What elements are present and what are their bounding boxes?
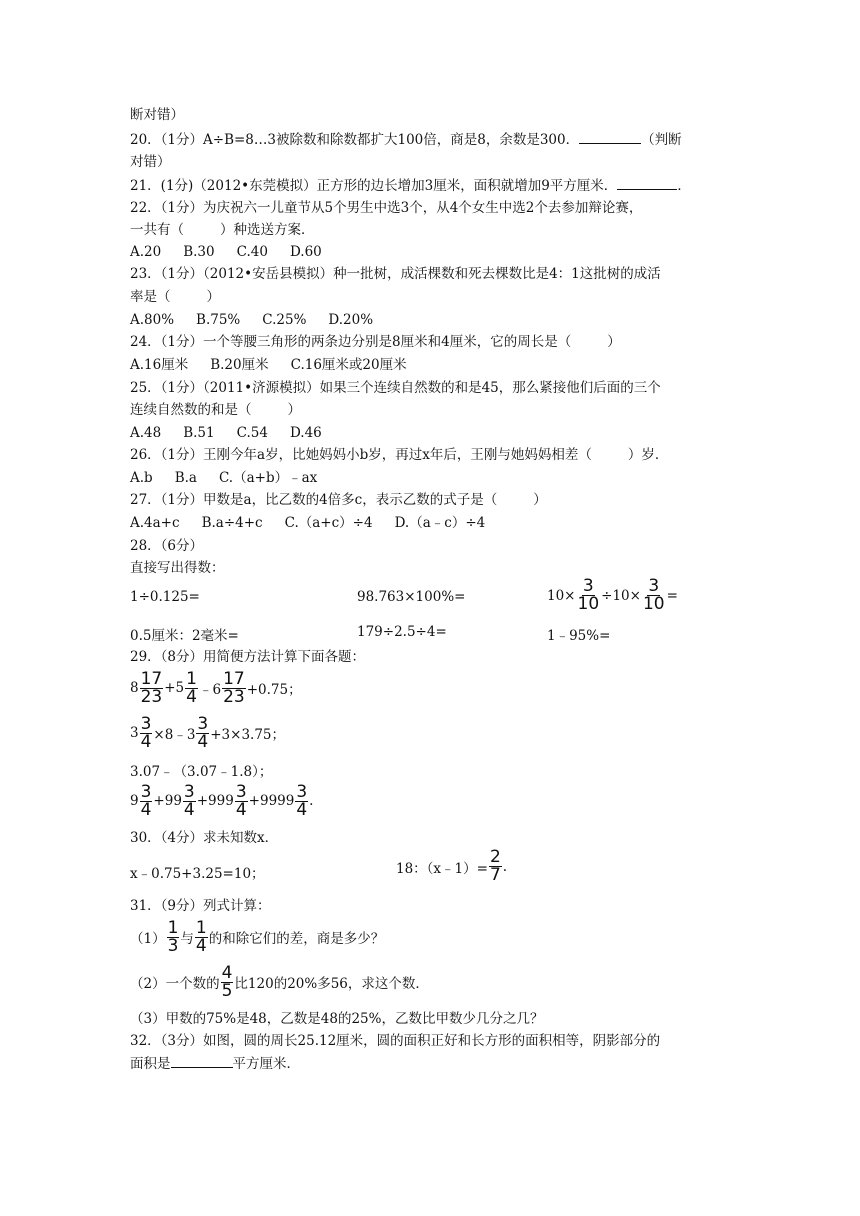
option-a[interactable]: A.4a+c: [130, 515, 180, 531]
question-32-prefix: 面积是: [130, 1056, 171, 1072]
fraction: $\frac{1}{4}$: [186, 668, 197, 707]
question-32-line2: [130, 1055, 300, 1073]
question-26-text: 26．（1分）王刚今年a岁，比她妈妈小b岁，再过x年后，王刚与她妈妈相差（: [130, 447, 592, 463]
q29-expression-4: 9 $\frac{3}{4}$ +99 $\frac{3}{4}$ +999 $\frac{3}{4}$ +9999 $\frac{3}{4}$ .: [130, 781, 314, 820]
question-22-suffix: ）种选送方案．: [220, 222, 315, 238]
question-24-text: 24．（1分）一个等腰三角形的两条边分别是8厘米和4厘米，它的周长是（: [130, 334, 572, 350]
fraction: $\frac{3}{4}$: [235, 781, 247, 820]
question-27: [130, 491, 547, 509]
q28-item-3: [547, 578, 678, 613]
q28-item-5: 179÷2.5÷4=: [357, 624, 447, 640]
option-b[interactable]: B.a: [174, 470, 197, 486]
question-20-suffix: （判断: [641, 132, 682, 148]
question-23-options: [130, 311, 395, 329]
q28-item-1: 1÷0.125=: [130, 589, 200, 605]
option-c[interactable]: C.54: [236, 425, 268, 441]
q29-expression-1: 8 $\frac{17}{23}$ +5 $\frac{1}{4}$ ﹣6 $\frac{17}{23}$ +0.75；: [130, 668, 302, 707]
option-a[interactable]: A.b: [130, 470, 153, 486]
question-22-prefix: 一共有（: [130, 222, 184, 238]
fraction: $\frac{1}{4}$: [195, 917, 207, 956]
option-d[interactable]: D.60: [289, 244, 322, 260]
question-23-line2: [130, 288, 220, 306]
question-27-text: 27．（1分）甲数是a，比乙数的4倍多c，表示乙数的式子是（: [130, 492, 498, 508]
option-b[interactable]: B.30: [183, 244, 215, 260]
fraction: $\frac{1}{3}$: [167, 917, 179, 956]
mixed-number: 8 $\frac{17}{23}$: [130, 668, 163, 707]
fraction: $\frac{3}{10}$: [642, 576, 665, 614]
question-21-text: 21．(1分)（2012•东莞模拟）正方形的边长增加3厘米，面积就增加9平方厘米．: [130, 178, 618, 194]
line-continued-judgment: 断对错）: [130, 107, 184, 123]
expr-text: 10×: [547, 587, 576, 604]
question-26-options: [130, 469, 339, 487]
option-d[interactable]: D.（a﹣c）÷4: [394, 515, 486, 531]
expr-text: =: [666, 587, 678, 604]
option-b[interactable]: B.20厘米: [210, 357, 269, 373]
sub-text: 的和除它们的差，商是多少？: [208, 931, 385, 947]
option-a[interactable]: A.16厘米: [130, 357, 189, 373]
option-a[interactable]: A.80%: [130, 312, 175, 328]
question-29: 29．（8分）用简便方法计算下面各题：: [130, 649, 366, 665]
question-26: [130, 446, 668, 464]
fraction: $\frac{2}{7}$: [489, 847, 501, 885]
option-a[interactable]: A.48: [130, 425, 162, 441]
option-b[interactable]: B.a÷4+c: [201, 515, 263, 531]
question-23: 23．（1分）（2012•安岳县模拟）种一批树，成活棵数和死去棵数比是4：1这批树的成活: [130, 266, 661, 282]
question-32: 32．（3分）如图，圆的周长25.12厘米，圆的面积正好和长方形的面积相等，阴影部分的: [130, 1033, 661, 1049]
question-23-suffix: ）: [206, 289, 220, 305]
fraction: $\frac{3}{4}$: [183, 781, 195, 820]
question-22-line2: [130, 221, 315, 239]
fraction: $\frac{3}{10}$: [577, 576, 600, 614]
answer-blank[interactable]: [579, 131, 641, 144]
q31-sub-3: （3）甲数的75%是48，乙数是48的25%，乙数比甲数少几分之几？: [130, 1011, 544, 1027]
question-25: 25．（1分）（2011•济源模拟）如果三个连续自然数的和是45，那么紧接他们后面的三个: [130, 380, 661, 396]
fraction: $\frac{3}{4}$: [140, 781, 152, 820]
option-d[interactable]: D.46: [289, 425, 322, 441]
option-c[interactable]: C.（a+b）﹣ax: [218, 470, 318, 486]
q31-sub-1: [130, 915, 384, 959]
sub-text: 比120的20%多56，求这个数．: [234, 976, 429, 992]
sub-text: （2）一个数的: [130, 976, 220, 992]
option-b[interactable]: B.75%: [196, 312, 241, 328]
question-20-line2: 对错）: [130, 154, 171, 170]
fraction: $\frac{3}{4}$: [296, 781, 308, 820]
option-c[interactable]: C.（a+c）÷4: [284, 515, 373, 531]
q28-item-6: 1﹣95%=: [547, 628, 611, 644]
question-23-prefix: 率是（: [130, 289, 171, 305]
question-25-suffix: ）: [287, 402, 301, 418]
question-27-suffix: ）: [533, 492, 547, 508]
option-c[interactable]: C.25%: [262, 312, 307, 328]
question-32-suffix: 平方厘米．: [232, 1056, 300, 1072]
question-25-options: [130, 424, 344, 442]
sub-label: （1）: [130, 931, 166, 947]
question-28: 28．（6分）: [130, 538, 204, 554]
question-25-line2: [130, 401, 301, 419]
q30-equation-2: 18：（x﹣1）= $\frac{2}{7}$ .: [396, 847, 508, 885]
question-25-prefix: 连续自然数的和是（: [130, 402, 252, 418]
equation-text: 18：（x﹣1）=: [396, 860, 488, 877]
question-26-suffix: ）岁．: [627, 447, 669, 463]
question-22-options: [130, 243, 344, 261]
question-30: 30．（4分）求未知数x．: [130, 830, 279, 846]
q29-expression-2: 3 $\frac{3}{4}$ ×8﹣3 $\frac{3}{4}$ +3×3.75；: [130, 713, 286, 752]
fraction: $\frac{17}{23}$: [223, 668, 245, 707]
option-c[interactable]: C.40: [236, 244, 268, 260]
option-d[interactable]: D.20%: [328, 312, 374, 328]
question-27-options: [130, 514, 507, 532]
q28-item-4: 0.5厘米：2毫米=: [130, 628, 239, 644]
question-24-options: [130, 356, 429, 374]
question-21: [130, 177, 691, 195]
question-21-end: ．: [677, 178, 691, 194]
q29-expression-3: 3.07﹣（3.07﹣1.8）；: [130, 764, 273, 780]
option-c[interactable]: C.16厘米或20厘米: [290, 357, 407, 373]
fraction: $\frac{3}{4}$: [140, 713, 152, 752]
option-a[interactable]: A.20: [130, 244, 162, 260]
option-b[interactable]: B.51: [183, 425, 215, 441]
answer-blank[interactable]: [617, 177, 677, 190]
question-20: [130, 131, 682, 149]
expr-text: ÷10×: [601, 587, 641, 604]
question-28-instruction: 直接写出得数：: [130, 560, 225, 576]
question-22: 22．（1分）为庆祝六一儿童节从5个男生中选3个，从4个女生中选2个去参加辩论赛，: [130, 200, 643, 216]
question-20-text: 20．（1分）A÷B=8…3被除数和除数都扩大100倍，商是8，余数是300．: [130, 132, 580, 148]
question-31: 31．（9分）列式计算：: [130, 898, 271, 914]
question-24: [130, 333, 621, 351]
fraction: $\frac{4}{5}$: [221, 962, 233, 1001]
sub-text: 与: [180, 931, 194, 947]
answer-blank[interactable]: [171, 1055, 233, 1068]
question-24-suffix: ）: [607, 334, 621, 350]
fraction: $\frac{3}{4}$: [197, 713, 209, 752]
q30-equation-1: x﹣0.75+3.25=10；: [130, 866, 265, 882]
q28-item-2: 98.763×100%=: [357, 589, 466, 605]
q31-sub-2: [130, 960, 429, 1004]
